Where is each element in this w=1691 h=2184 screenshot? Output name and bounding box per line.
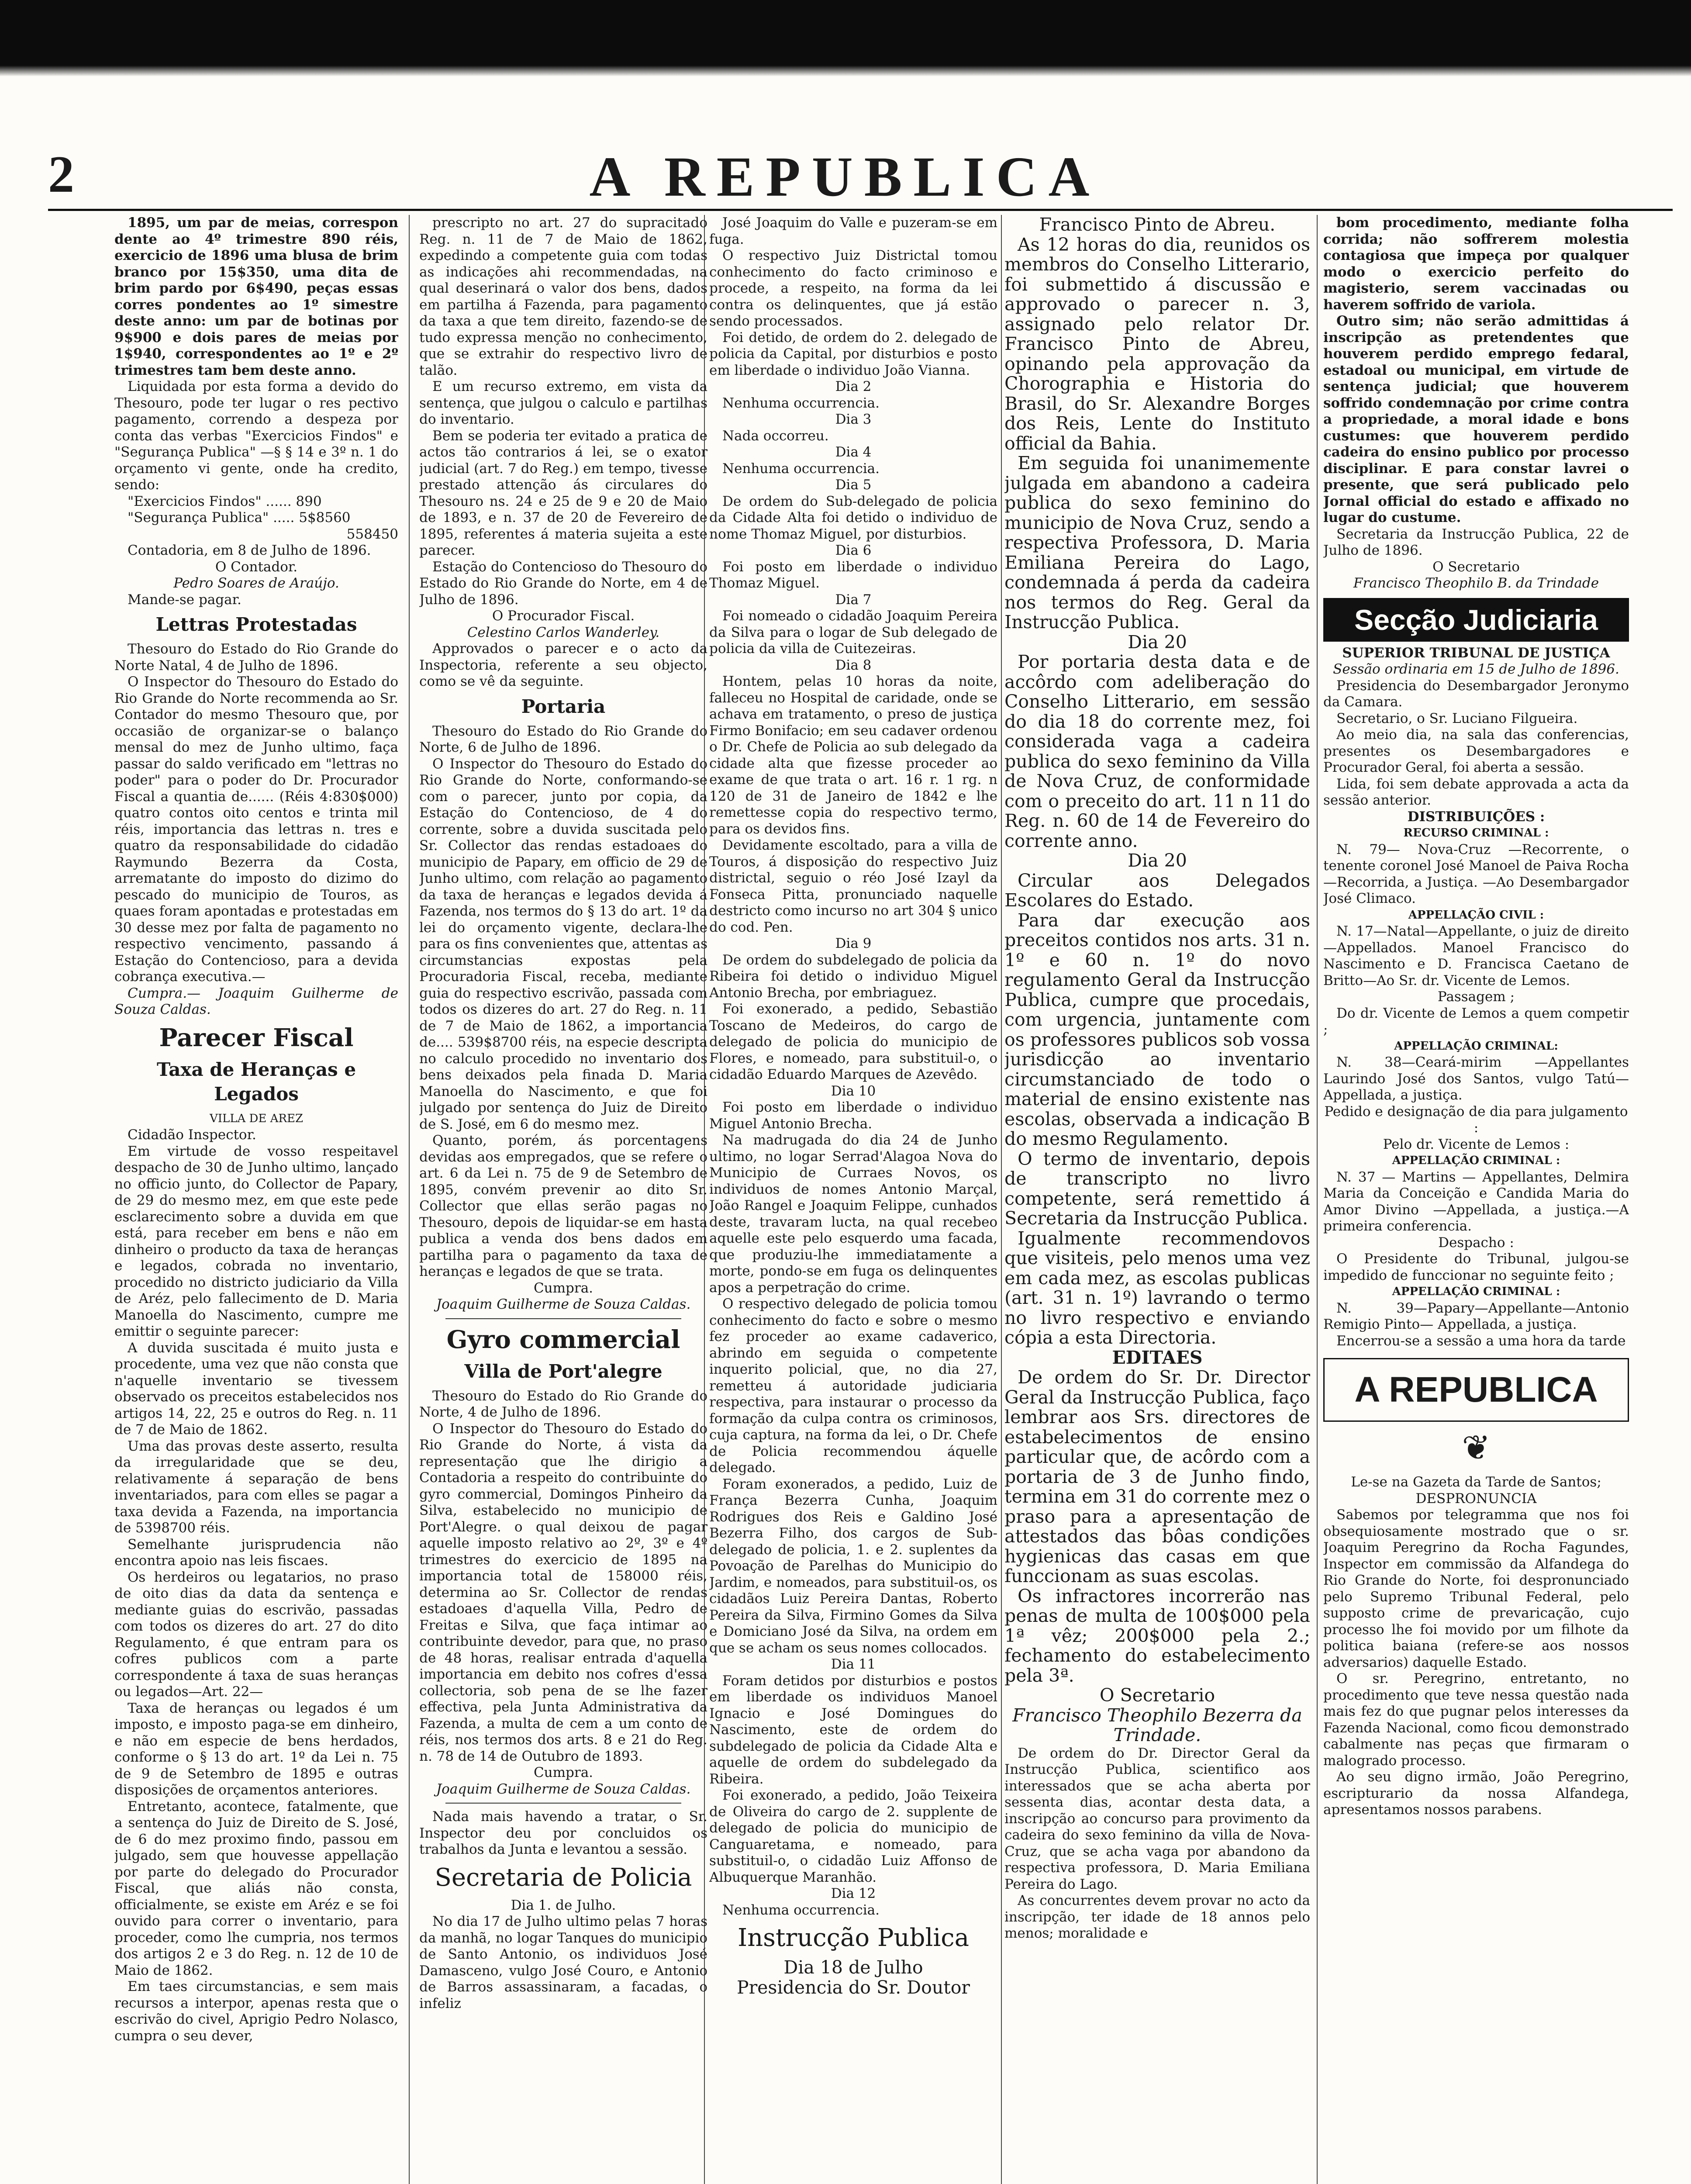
text-paragraph: Na madrugada do dia 24 de Junho ultimo, no logar Serrad'Alagoa Nova do Municipio de Curraes Novos, os individuos de nomes Antonio Marçal, João Rangel e Joaquim Felippe, cunhados deste, travaram lucta, na qual recebeo aquelle este pelo esquerdo uma facada, que produziu-lhe immediatamente a morte, pondo-se em fuga os delinquentes apos a perpetração do crime. bbox=[709, 1132, 997, 1296]
day-label: Dia 12 bbox=[831, 1886, 876, 1901]
text-paragraph: Thesouro do Estado do Rio Grande do Norte Natal, 4 de Julho de 1896. bbox=[114, 641, 398, 674]
newspaper-title-banner: A REPUBLICA bbox=[1323, 1358, 1629, 1422]
text-paragraph: De ordem do Dr. Director Geral da Instrucção Publica, scientifico aos interessados que se acha aberta por sessenta dias, acontar desta data, a inscripção ao concurso para provimento da cadeira do sexo feminino da villa de Nova-Cruz, que se acha vaga por abandono da respectiva professora, D. Maria Emiliana Pereira do Lago. bbox=[1004, 1745, 1310, 1892]
section-heading: EDITAES bbox=[1112, 1347, 1203, 1368]
text-paragraph: As concurrentes devem provar no acto da inscripção, ter idade de 18 annos pelo menos; moralidade e bbox=[1004, 1893, 1310, 1941]
text-paragraph: N. 37 — Martins — Appellantes, Delmira Maria da Conceição e Candida Maria do Amor Divino —Appellada, a justiça.—A primeira conferencia. bbox=[1323, 1169, 1629, 1234]
session-date: Sessão ordinaria em 15 de Julho de 1896. bbox=[1333, 661, 1619, 677]
text-paragraph: Despacho : bbox=[1438, 1234, 1514, 1251]
text-paragraph: De ordem do Sub-delegado de policia da Cidade Alta foi detido o individuo de nome Thomaz Miguel, por disturbios. bbox=[709, 493, 997, 542]
text-paragraph: Sabemos por telegramma que nos foi obsequiosamente mostrado que o sr. Joaquim Peregrino da Rocha Fagundes, Inspector em commissão da Alfandega do Rio Grande do Norte, foi despronunciado pelo Supremo Tribunal Federal, pelo supposto crime de prevaricação, cujo processo lhe foi movido por um filhote da politica baiana (refere-se aos nossos adversarios) daquelle Estado. bbox=[1323, 1507, 1629, 1670]
text-paragraph: As 12 horas do dia, reunidos os membros do Conselho Litterario, foi submettido á discussão e approvado o parecer n. 3, assignado pelo relator Dr. Francisco Pinto de Abreu, opinando pela approvação da Chorographia e Historia do Brasil, do Sr. Alexandre Borges dos Reis, Lente do Instituto official da Bahia. bbox=[1004, 234, 1310, 454]
text-paragraph: Outro sim; não serão admittidas á inscripção as pretendentes que houverem perdido emprego fedaral, estadoal ou municipal, em virtude de sentença judicial; que houverem soffrido condemnação por crime contra a propriedade, a moral idade e bons custumes: que houverem perdido cadeira do ensino publico por processo disciplinar. E para constar lavrei o presente, que será publicado pelo Jornal official do estado e affixado no lugar do custume. bbox=[1323, 313, 1629, 525]
divider-rule bbox=[445, 1318, 681, 1319]
text-paragraph: Uma das provas deste asserto, resulta da irregularidade que se deu, relativamente á separação de bens inventariados, para com elles se pagar a taxa devida a Fazenda, na importancia de 5398700 réis. bbox=[114, 1438, 398, 1536]
subheading: APPELLAÇÃO CRIMINAL : bbox=[1392, 1285, 1560, 1298]
leaf-ornament-icon: ❦ bbox=[1462, 1428, 1491, 1468]
text-paragraph: De ordem do Sr. Dr. Director Geral da Instrucção Publica, faço lembrar aos Srs. directores de estabelecimentos de ensino particular que, de acôrdo com a portaria de 3 de Junho findo, termina em 31 do corrente mez o praso para a apresentação de attestados das bôas condições hygienicas das casas em que funccionam as suas escolas. bbox=[1004, 1367, 1310, 1586]
text-paragraph: Quanto, porém, ás porcentagens devidas aos empregados, que se refere o art. 6 da Lei n. 75 de 9 de Setembro de 1895, convém prevenir ao dito Sr. Collector que ellas serão pagas no Thesouro, depois de liquidar-se em hasta publica a venda dos bens dados em partilha para o pagamento da taxa de heranças e legados de que se trata. bbox=[419, 1133, 707, 1279]
section-heading: Portaria bbox=[521, 695, 606, 717]
signature-name: Francisco Theophilo Bezerra da Trindade. bbox=[1012, 1704, 1302, 1745]
day-label: Dia 3 bbox=[835, 411, 872, 427]
text-paragraph: Igualmente recommendovos que visiteis, pelo menos uma vez em cada mez, as escolas publicas (art. 31 n. 1º) lavrando o termo no livro respectivo e enviando cópia a esta Directoria. bbox=[1004, 1227, 1310, 1348]
text-paragraph: Pelo dr. Vicente de Lemos : bbox=[1383, 1136, 1570, 1152]
text-paragraph: O Presidente do Tribunal, julgou-se impedido de funccionar no seguinte feito ; bbox=[1323, 1251, 1629, 1283]
text-paragraph: Os infractores incorrerão nas penas de multa de 100$000 pela 1ª vêz; 200$000 pela 2.; fechamento do estabelecimento pela 3ª. bbox=[1004, 1585, 1310, 1686]
text-paragraph: Em virtude de vosso respeitavel despacho de 30 de Junho ultimo, lançado no officio junto, do Collector de Papary, de 29 do mesmo mez, em que este pede esclarecimento sobre a duvida em que está, para receber em bens e não em dinheiro o producto da taxa de heranças e legados, cobrada no inventario, procedido no districto judiciario da Villa de Aréz, pelo fallecimento de D. Maria Manoella do Nascimento, cumpre me emittir o seguinte parecer: bbox=[114, 1143, 398, 1339]
text-paragraph: Thesouro do Estado do Rio Grande do Norte, 6 de Julho de 1896. bbox=[419, 723, 707, 755]
text-paragraph: Nada occorreu. bbox=[722, 428, 829, 444]
signature-name: Celestino Carlos Wanderley. bbox=[467, 624, 660, 640]
section-heading: Lettras Protestadas bbox=[155, 614, 357, 635]
text-paragraph: 558450 bbox=[346, 526, 398, 542]
text-paragraph: Pedido e designação de dia para julgamento : bbox=[1324, 1103, 1628, 1136]
text-paragraph: Presidencia do Desembargador Jeronymo da Camara. bbox=[1323, 677, 1629, 710]
column-divider bbox=[1001, 215, 1002, 2184]
text-paragraph: N. 79— Nova-Cruz —Recorrente, o tenente coronel José Manoel de Paiva Rocha—Recorrida, a Justiça. —Ao Desembargador José Climaco. bbox=[1323, 841, 1629, 906]
day-label: Dia 10 bbox=[831, 1083, 876, 1099]
text-paragraph: Liquidada por esta forma a devido do Thesouro, pode ter lugar o res pectivo pagamento, correndo a despeza por conta das verbas "Exercicios Findos" e "Segurança Publica" —§ § 14 e 3º n. 1 do orçamento vi gente, onde ha credito, sendo: bbox=[114, 379, 398, 493]
day-label: Dia 11 bbox=[831, 1656, 876, 1672]
date-line: Dia 1. de Julho. bbox=[511, 1897, 616, 1913]
column-1 bbox=[114, 215, 398, 2184]
day-label: Dia 8 bbox=[835, 657, 872, 673]
day-label: Dia 6 bbox=[835, 543, 872, 558]
text-paragraph: Circular aos Delegados Escolares do Estado. bbox=[1004, 870, 1310, 911]
text-paragraph: Semelhante jurisprudencia não encontra apoio nas leis fiscaes. bbox=[114, 1536, 398, 1569]
text-paragraph: Foi exonerado, a pedido, João Teixeira de Oliveira do cargo de 2. supplente de delegado de policia do municipio de Canguaretama, e nomeado, para substituil-o, o cidadão Luiz Affonso de Albuquerque Maranhão. bbox=[709, 1787, 997, 1885]
subheading: APPELLAÇÃO CIVIL : bbox=[1408, 908, 1544, 922]
text-paragraph: Cumpra. bbox=[533, 1765, 594, 1780]
text-paragraph: Para dar execução aos preceitos contidos nos arts. 31 n. 1º e 60 n. 1º do novo regulamento Geral da Instrucção Publica, cumpre que procedais, com urgencia, juntamente com os professores publicos sob vossa jurisdicção ao inventario circumstanciado de todo o material de ensino existente nas escolas, observada a indicação B do mesmo Regulamento. bbox=[1004, 909, 1310, 1149]
column-divider bbox=[409, 215, 410, 2184]
text-paragraph: Os herdeiros ou legatarios, no praso de oito dias da data da sentença e mediante guias do escrivão, passadas com todos os dizeres do art. 27 do dito Regulamento, é que entram para os cofres publicos com a parte correspondente á taxa de suas heranças ou legados—Art. 22— bbox=[114, 1569, 398, 1700]
text-paragraph: Do dr. Vicente de Lemos a quem competir ; bbox=[1323, 1005, 1629, 1037]
text-paragraph: A duvida suscitada é muito justa e procedente, uma vez que não consta que n'aquelle inventario se tivessem observado os preceitos estabelecidos nos artigos 14, 22, 25 e outros do Reg. n. 11 de 7 de Maio de 1862. bbox=[114, 1340, 398, 1438]
text-paragraph: Por portaria desta data e de accôrdo com adeliberação do Conselho Litterario, em sessão do dia 18 do corrente mez, foi considerada vaga a cadeira publica do sexo feminino da Villa de Nova Cruz, de conformidade com o preceito do art. 11 n 11 do Reg. n. 60 de 14 de Fevereiro do corrente anno. bbox=[1004, 651, 1310, 851]
text-paragraph: Em taes circumstancias, e sem mais recursos a interpor, apenas resta que o escrivão do civel, Aprigio Pedro Nolasco, cumpra o seu dever, bbox=[114, 1979, 398, 2044]
text-paragraph: N. 17—Natal—Appellante, o juiz de direito—Appellados. Manoel Francisco do Nascimento e D. Francisca Caetano de Britto—Ao Sr. dr. Vicente de Lemos. bbox=[1323, 923, 1629, 988]
text-paragraph: Estação do Contencioso do Thesouro do Estado do Rio Grande do Norte, em 4 de Julho de 1896. bbox=[419, 559, 707, 608]
text-paragraph: Nada mais havendo a tratar, o Sr. Inspector deu por concluidos os trabalhos da Junta e levantou a sessão. bbox=[419, 1809, 707, 1857]
day-label: Dia 4 bbox=[835, 444, 872, 460]
text-paragraph: O termo de inventario, depois de transcripto no livro competente, será remettido á Secretaria da Instrucção Publica. bbox=[1004, 1148, 1310, 1229]
text-paragraph: Nenhuma occurrencia. bbox=[722, 460, 880, 477]
text-paragraph: Ao seu digno irmão, João Peregrino, escripturario da nossa Alfandega, apresentamos nossos parabens. bbox=[1323, 1769, 1629, 1818]
text-paragraph: Encerrou-se a sessão a uma hora da tarde bbox=[1336, 1333, 1626, 1349]
text-paragraph: Le-se na Gazeta da Tarde de Santos; bbox=[1351, 1474, 1601, 1490]
section-heading: Parecer Fiscal bbox=[159, 1023, 354, 1052]
day-label: Dia 7 bbox=[835, 591, 872, 608]
masthead-rule bbox=[48, 209, 1673, 211]
day-label: Dia 20 bbox=[1128, 631, 1187, 653]
text-paragraph: Approvados o parecer e o acto da Inspectoria, referente a seu objecto, como se vê da seguinte. bbox=[419, 641, 707, 689]
text-paragraph: bom procedimento, mediante folha corrida; não soffrerem molestia contagiosa que impeça por qualquer modo o exercicio perfeito do magisterio, serem vaccinadas ou haverem soffrido de variola. bbox=[1323, 215, 1629, 313]
text-paragraph: Nenhuma occurrencia. bbox=[722, 1902, 880, 1918]
text-paragraph: Foram exonerados, a pedido, Luiz de França Bezerra Cunha, Joaquim Rodrigues dos Reis e Galdino José Bezerra Filho, dos cargos de Sub-delegado de policia, 1. e 2. suplentes da Povoação de Parelhas do Municipio do Jardim, e nomeados, para substituil-os, os cidadãos Luiz Pereira Dantas, Roberto Pereira da Silva, Firmino Gomes da Silva e Domiciano José da Silva, na ordem em que se acham os seus nomes collocados. bbox=[709, 1476, 997, 1656]
text-paragraph: Thesouro do Estado do Rio Grande do Norte, 4 de Julho de 1896. bbox=[419, 1388, 707, 1420]
column-5 bbox=[1323, 215, 1629, 2184]
text-paragraph: Foi detido, de ordem do 2. delegado de policia da Capital, por disturbios e posto em liberdade o individuo João Vianna. bbox=[709, 329, 997, 378]
text-paragraph: O respectivo Juiz Districtal tomou conhecimento do facto criminoso e procede, a respeito, na forma da lei contra os delinquentes, que já estão sendo processados. bbox=[709, 248, 997, 329]
section-heading: Gyro commercial bbox=[446, 1325, 680, 1354]
section-heading: SUPERIOR TRIBUNAL DE JUSTIÇA bbox=[1342, 645, 1610, 661]
text-paragraph: N. 38—Ceará-mirim —Appellantes Laurindo José dos Santos, vulgo Tatú—Appellada, a justiça. bbox=[1323, 1054, 1629, 1103]
signature-name: Joaquim Guilherme de Souza Caldas. bbox=[436, 1781, 691, 1797]
text-paragraph: Secretario, o Sr. Luciano Filgueira. bbox=[1336, 710, 1578, 726]
text-paragraph: Bem se poderia ter evitado a pratica de actos tão contrarios á lei, se o exator judicial (art. 7 do Reg.) em tempo, tivesse prestado attenção ás circulares do Thesouro ns. 24 e 25 de 9 e 20 de Maio de 1893, e n. 37 de 20 de Fevereiro de 1895, referentes á materia sujeita a este parecer. bbox=[419, 428, 707, 558]
column-2 bbox=[419, 215, 707, 2184]
text-paragraph: Passagem ; bbox=[1437, 989, 1515, 1005]
day-label: Dia 5 bbox=[835, 477, 872, 493]
text-paragraph: O Inspector do Thesouro do Estado do Rio Grande do Norte, á vista da representação que lhe dirigio a Contadoria a respeito do contribuinte do gyro commercial, Domingos Pinheiro da Silva, estabelecido no municipio de Port'Alegre. o qual deixou de pagar aquelle imposto relativo ao 2º, 3º e 4º trimestres do exercicio de 1895 na importancia total de 158000 réis, determina ao Sr. Collector de rendas estadoaes d'aquella Villa, Pedro de Freitas e Silva, que faça intimar ao contribuinte devedor, para que, no praso de 48 horas, realisar entrada d'aquella importancia em debito nos cofres d'essa collectoria, sob pena de se lhe fazer effectiva, pela Junta Administrativa da Fazenda, a multa de cem a um conto de réis, nos termos dos arts. 8 e 21 do Reg. n. 78 de 14 de Outubro de 1893. bbox=[419, 1420, 707, 1764]
subheading: APPELLAÇÃO CRIMINAL: bbox=[1394, 1039, 1558, 1053]
column-3 bbox=[709, 215, 997, 2184]
day-label: Dia 20 bbox=[1128, 850, 1187, 871]
text-paragraph: Nenhuma occurrencia. bbox=[722, 395, 880, 411]
signature-title: O Procurador Fiscal. bbox=[492, 608, 635, 624]
text-paragraph: Foi exonerado, a pedido, Sebastião Toscano de Medeiros, do cargo de delegado de policia do municipio de Flores, e nomeado, para substituil-o, o cidadão Eduardo Marques de Azevêdo. bbox=[709, 1001, 997, 1082]
text-paragraph: "Exercicios Findos" ...... 890 bbox=[128, 493, 322, 509]
signature-name: Joaquim Guilherme de Souza Caldas. bbox=[436, 1296, 691, 1312]
masthead bbox=[17, 144, 1673, 210]
section-heading: Secretaria de Policia bbox=[435, 1863, 692, 1892]
date-line: Dia 18 de Julho bbox=[783, 1957, 923, 1978]
text-paragraph: De ordem do subdelegado de policia da Ribeira foi detido o individuo Miguel Antonio Brecha, por embriaguez. bbox=[709, 952, 997, 1001]
text-paragraph: O respectivo delegado de policia tomou conhecimento do facto e sobre o mesmo fez proceder ao exame cadaverico, abrindo em seguida o competente inquerito policial, que, no dia 27, remetteu á autoridade judiciaria respectiva, para instaurar o processo da formação da culpa contra os criminosos, cuja captura, na forma da lei, o Dr. Chefe de Policia recommendou áquelle delegado. bbox=[709, 1296, 997, 1476]
column-divider bbox=[1317, 215, 1318, 2184]
text-paragraph: Hontem, pelas 10 horas da noite, falleceu no Hospital de caridade, onde se achava em tratamento, o preso de justiça Firmo Bonifacio; em seu cadaver ordenou o Dr. Chefe de Policia ao sub delegado da cidade alta que fizesse proceder ao exame de que trata o art. 16 r. 1 rg. n 120 de 31 de Janeiro de 1842 e lhe remettesse copia do respectivo termo, para os devidos fins. bbox=[709, 674, 997, 837]
newspaper-title: A REPUBLICA bbox=[589, 145, 1101, 208]
signature-name: Francisco Theophilo B. da Trindade bbox=[1353, 575, 1599, 591]
text-paragraph: No dia 17 de Julho ultimo pelas 7 horas da manhã, no logar Tanques do municipio de Santo Antonio, os individuos José Damasceno, vulgo José Couro, e Antonio de Barros assassinaram, a facadas, o infeliz bbox=[419, 1914, 707, 2011]
text-paragraph: O Inspector do Thesouro do Estado do Rio Grande do Norte recommenda ao Sr. Contador do mesmo Thesouro que, por occasião de organizar-se o balanço mensal do mez de Junho ultimo, faça passar do saldo verificado em "lettras no poder" para o poder do Dr. Procurador Fiscal a quantia de...... (Réis 4:830$000) quatro contos oito centos e trinta mil réis, importancia das lettras n. tres e quatro da responsabilidade do cidadão Raymundo Bezerra da Costa, arrematante do imposto do dizimo do pescado do municipio de Touros, as quaes foram apontadas e protestadas em 30 desse mez por falta de pagamento no respectivo vencimento, passando á Estação do Contencioso, para a devida cobrança executiva.— bbox=[114, 674, 398, 985]
text-paragraph: 1895, um par de meias, correspon dente ao 4º trimestre 890 réis, exercicio de 1896 uma blusa de brim branco por 15$350, uma dita de brim pardo por 6$490, peças essas corres pondentes ao 1º simestre deste anno: um par de botinas por 9$900 e dois pares de meias por 1$940, correspondentes ao 1º e 2º trimestres tam bem deste anno. bbox=[114, 215, 398, 378]
day-label: Dia 2 bbox=[835, 379, 872, 394]
scan-dark-edge bbox=[0, 0, 1691, 76]
page-number: 2 bbox=[48, 145, 74, 203]
text-paragraph: O Inspector do Thesouro do Estado do Rio Grande do Norte, conformando-se com o parecer, junto por copia, da Estação do Contencioso, de 4 do corrente, sobre a duvida suscitada pelo Sr. Collector das rendas estadoaes do municipio de Papary, em officio de 29 de Junho ultimo, com relação ao pagamento da taxa de heranças e legados devida á Fazenda, nos termos do § 13 do art. 1º da lei do orçamento vigente, declara-lhe para os fins convenientes que, attentas as circumstancias expostas pela Procuradoria Fiscal, receba, mediante guia do respectivo escrivão, passada com todos os dizeres do art. 27 do Reg. n. 11 de 7 de Maio de 1862, a importancia de.... 539$8700 réis, na especie descripta no calculo procedido no inventario dos bens deixados pela finada D. Maria Manoella do Nascimento, e que foi julgado por sentença do Juiz de Direito de S. José, em 6 do mesmo mez. bbox=[419, 756, 707, 1132]
text-paragraph: N. 39—Papary—Appellante—Antonio Remigio Pinto— Appellada, a justiça. bbox=[1323, 1300, 1629, 1332]
subheading: DISTRIBUIÇÕES : bbox=[1407, 809, 1545, 825]
section-heading: DESPRONUNCIA bbox=[1415, 1490, 1537, 1507]
text-paragraph: Cumpra. bbox=[533, 1280, 594, 1296]
text-paragraph: Secretaria da Instrucção Publica, 22 de Julho de 1896. bbox=[1323, 526, 1629, 558]
text-paragraph: Ao meio dia, na sala das conferencias, presentes os Desembargadores e Procurador Geral, foi aberta a sessão. bbox=[1323, 727, 1629, 775]
divider-rule bbox=[445, 1803, 681, 1804]
text-paragraph: Foi posto em liberdade o individuo Miguel Antonio Brecha. bbox=[709, 1099, 997, 1132]
text-paragraph: Foram detidos por disturbios e postos em liberdade os individuos Manoel Ignacio e José Domingues do Nascimento, este de ordem do subdelegado de policia da Cidade Alta e aquelle de ordem do subdelegado da Ribeira. bbox=[709, 1673, 997, 1787]
text-paragraph: E um recurso extremo, em vista da sentença, que julgou o calculo e partilhas do inventario. bbox=[419, 379, 707, 427]
text-paragraph: Devidamente escoltado, para a villa de Touros, á disposição do respectivo Juiz districtal, seguio o réo José Izayl da Fonseca Pitta, pronunciado naquelle destricto como incurso no art 304 § unico do cod. Pen. bbox=[709, 837, 997, 935]
signature-title: O Contador. bbox=[215, 559, 298, 575]
text-paragraph: José Joaquim do Valle e puzeram-se em fuga. bbox=[709, 215, 997, 247]
text-paragraph: Mande-se pagar. bbox=[128, 591, 242, 608]
signature-name: Pedro Soares de Araújo. bbox=[173, 575, 339, 591]
location-label: VILLA DE AREZ bbox=[209, 1112, 304, 1125]
subheading: RECURSO CRIMINAL : bbox=[1403, 826, 1549, 840]
text-paragraph: O sr. Peregrino, entretanto, no procedimento que teve nessa questão nada mais fez do que pugnar pelos interesses da Fazenda Nacional, como ficou demonstrado cabalmente nas peças que firmaram o malogrado processo. bbox=[1323, 1671, 1629, 1769]
subheading: APPELLAÇÃO CRIMINAL : bbox=[1392, 1154, 1560, 1167]
text-paragraph: Entretanto, acontece, fatalmente, que a sentença do Juiz de Direito de S. José, de 6 do mez proximo findo, passou em julgado, sem que houvesse appellação por parte do delegado do Procurador Fiscal, que aliás não consta, officialmente, se existe em Aréz e se foi ouvido para correr o inventario, para proceder, como lhe cumpria, nos termos dos artigos 2 e 3 do Reg. n. 12 de 10 de Maio de 1862. bbox=[114, 1798, 398, 1978]
text-paragraph: prescripto no art. 27 do supracitado Reg. n. 11 de 7 de Maio de 1862, expedindo a competente guia com todas as indicações ahi recommendadas, na qual deserinará o valor dos bens, dados em partilha á Fazenda, para pagamento da taxa a que tem direito, fazendo-se de tudo expressa menção no conhecimento, que se extrahir do respectivo livro de talão. bbox=[419, 215, 707, 378]
section-subheading: Taxa de Heranças e Legados bbox=[156, 1058, 356, 1105]
text-paragraph: Contadoria, em 8 de Julho de 1896. bbox=[128, 543, 371, 558]
text-paragraph: Francisco Pinto de Abreu. bbox=[1039, 215, 1276, 235]
signature-name: Cumpra.— Joaquim Guilherme de Souza Caldas. bbox=[114, 985, 398, 1017]
text-paragraph: Lida, foi sem debate approvada a acta da sessão anterior. bbox=[1323, 776, 1629, 808]
text-paragraph: Taxa de heranças ou legados é um imposto, e imposto paga-se em dinheiro, e não em especie de bens herdados, conforme o § 13 do art. 1º da Lei n. 75 de 9 de Setembro de 1895 e outras disposições de orçamentos anteriores. bbox=[114, 1700, 398, 1798]
signature-title: O Secretario bbox=[1099, 1685, 1215, 1706]
text-paragraph: Foi nomeado o cidadão Joaquim Pereira da Silva para o logar de Sub delegado de policia da villa de Cuitezeiras. bbox=[709, 608, 997, 657]
section-subheading: Villa de Port'alegre bbox=[464, 1360, 663, 1382]
section-banner: Secção Judiciaria bbox=[1323, 598, 1629, 642]
signature-title: O Secretario bbox=[1432, 559, 1520, 575]
text-paragraph: Presidencia do Sr. Doutor bbox=[736, 1977, 970, 1998]
text-paragraph: Em seguida foi unanimemente julgada em abandono a cadeira publica do sexo feminino do municipio de Nova Cruz, sendo a respectiva Professora, D. Maria Emiliana Pereira do Lago, condemnada á perda da cadeira nos termos do Reg. Geral da Instrucção Publica. bbox=[1004, 453, 1310, 632]
text-paragraph: "Segurança Publica" ..... 5$8560 bbox=[128, 510, 351, 525]
column-4 bbox=[1004, 215, 1310, 2184]
text-paragraph: Cidadão Inspector. bbox=[128, 1127, 256, 1143]
section-heading: Instrucção Publica bbox=[737, 1924, 970, 1952]
day-label: Dia 9 bbox=[835, 936, 872, 951]
text-paragraph: Foi posto em liberdade o individuo Thomaz Miguel. bbox=[709, 559, 997, 591]
